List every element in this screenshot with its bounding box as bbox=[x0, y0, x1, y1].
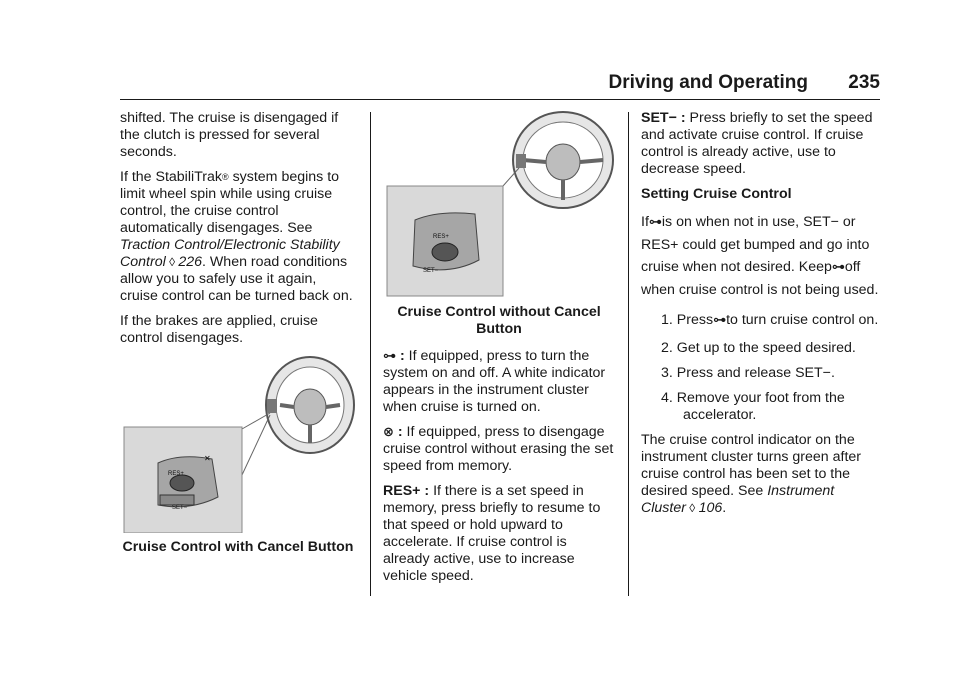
paragraph: If the StabiliTrak® system begins to limit wheel spin while using cruise control, the cruise control automatically disengages. See Traction Control/Electronic Stability Control ◊ 226. When road conditions allow you to safely use it again, cruise control can be turned back on. bbox=[120, 169, 353, 304]
paragraph: The cruise control indicator on the instrument cluster turns green after cruise control has been set to the desired speed. See Instrument Cluster ◊ 106. bbox=[641, 432, 862, 516]
figure-caption: Cruise Control without Cancel Button bbox=[397, 304, 601, 337]
paragraph: If the brakes are applied, cruise control disengages. bbox=[120, 313, 318, 346]
subheading: Setting Cruise Control bbox=[641, 186, 792, 202]
steps-list bbox=[641, 309, 881, 424]
page-number: 235 bbox=[848, 72, 880, 93]
paragraph: shifted. The cruise is disengaged if the clutch is pressed for several seconds. bbox=[120, 110, 339, 160]
page-reference[interactable]: 106 bbox=[698, 500, 723, 516]
figure-cruise-without-cancel bbox=[383, 110, 615, 298]
list-item: 3. Press and release SET−. bbox=[661, 365, 835, 381]
cruise-cancel-icon: ⊗ bbox=[383, 425, 394, 440]
page-header bbox=[120, 72, 880, 100]
column-divider bbox=[370, 112, 371, 596]
cruise-control-icon: ⊶ bbox=[713, 313, 727, 328]
column-2 bbox=[383, 110, 615, 593]
steering-wheel-illustration bbox=[383, 110, 615, 298]
cruise-control-icon: ⊶ bbox=[648, 215, 662, 230]
cross-reference-link[interactable]: Traction Control/Electronic Stability Control bbox=[120, 237, 340, 270]
set-label: SET− : bbox=[641, 110, 686, 126]
paragraph: If⊶is on when not in use, SET− or RES+ could get bumped and go into cruise when not desired. Keep⊶off when cruise control is not being used. bbox=[641, 214, 879, 298]
list-item: 2. Get up to the speed desired. bbox=[661, 340, 856, 356]
column-1 bbox=[120, 110, 356, 556]
page-ref-arrow-icon: ◊ bbox=[165, 255, 179, 269]
page-ref-arrow-icon: ◊ bbox=[685, 501, 699, 515]
cruise-control-icon: ⊶ bbox=[383, 349, 396, 364]
section-title: Driving and Operating bbox=[608, 72, 808, 93]
paragraph: ⊶ : If equipped, press to turn the system on and off. A white indicator appears in the instrument cluster when cruise is turned on. bbox=[383, 348, 606, 415]
column-divider bbox=[628, 112, 629, 596]
registered-mark: ® bbox=[221, 172, 229, 182]
list-item: 1. Press⊶to turn cruise control on. bbox=[661, 312, 879, 328]
header-rule bbox=[120, 99, 880, 100]
page-reference[interactable]: 226 bbox=[178, 254, 203, 270]
fig2-res-label: RES+ bbox=[433, 234, 449, 240]
paragraph: SET− : Press briefly to set the speed and activate cruise control. If cruise control is already active, use to decrease speed. bbox=[641, 110, 873, 177]
cross-reference-link[interactable]: Instrument Cluster bbox=[641, 483, 835, 516]
paragraph: ⊗ : If equipped, press to disengage cruise control without erasing the set speed from memory. bbox=[383, 424, 614, 474]
steering-wheel-illustration bbox=[120, 355, 356, 533]
column-3 bbox=[641, 110, 881, 525]
figure-caption: Cruise Control with Cancel Button bbox=[122, 539, 354, 555]
figure-cruise-with-cancel bbox=[120, 355, 356, 533]
paragraph: RES+ : If there is a set speed in memory, press briefly to resume to that speed or hold upward to accelerate. If cruise control is already active, use to increase vehicle speed. bbox=[383, 483, 601, 584]
cruise-control-icon: ⊶ bbox=[831, 260, 845, 275]
fig1-set-label: SET− bbox=[172, 505, 188, 511]
fig2-set-label: SET− bbox=[423, 268, 439, 274]
list-item: 4. Remove your foot from the accelerator. bbox=[661, 390, 845, 423]
res-label: RES+ : bbox=[383, 483, 430, 499]
svg-text:✕: ✕ bbox=[204, 454, 211, 463]
fig1-res-label: RES+ bbox=[168, 471, 184, 477]
